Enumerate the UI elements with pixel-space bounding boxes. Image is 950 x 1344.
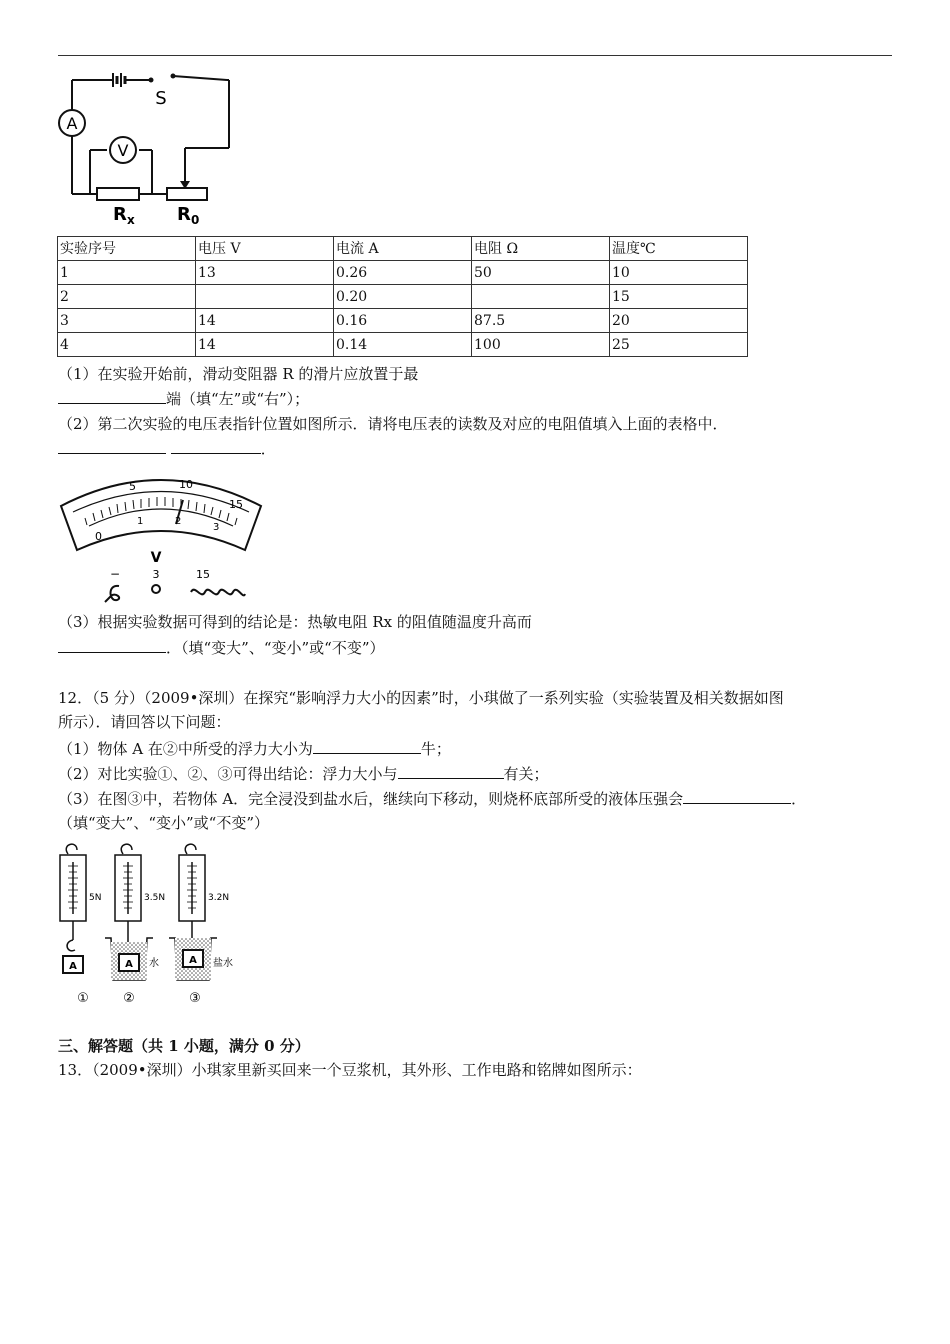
q12-title-cont: 所示）．请回答以下问题： — [58, 713, 231, 731]
table-cell: 0.26 — [334, 261, 472, 285]
scale-reading: 3.5N — [144, 893, 166, 903]
table-row — [58, 285, 748, 309]
block-label: A — [189, 955, 197, 966]
answer-blank — [58, 438, 166, 454]
table-cell: 0.20 — [334, 285, 472, 309]
table-cell: 20 — [610, 309, 748, 333]
table-row — [58, 261, 748, 285]
q11-part1: （1）在实验开始前，滑动变阻器 R 的滑片应放置于最 — [58, 365, 419, 383]
r0-subscript: 0 — [191, 213, 200, 227]
dial-unit: V — [150, 550, 162, 566]
table-header-cell: 电压 V — [196, 237, 334, 261]
table-cell — [196, 285, 334, 309]
answer-blank — [398, 763, 504, 779]
table-cell: 4 — [58, 333, 196, 357]
table-header-cell: 实验序号 — [58, 237, 196, 261]
rx-subscript: x — [127, 213, 135, 227]
circuit-diagram — [55, 68, 245, 228]
header-rule — [58, 55, 892, 56]
table-cell: 0.16 — [334, 309, 472, 333]
terminal-wire-icon — [191, 590, 245, 596]
answer-blank — [313, 738, 421, 754]
terminal-label: − — [109, 567, 121, 581]
figure-caption: ② — [123, 991, 135, 1006]
dial-tick-label: 2 — [175, 516, 182, 527]
table-cell: 14 — [196, 309, 334, 333]
table-header-cell: 电流 A — [334, 237, 472, 261]
scale-reading: 5N — [89, 893, 102, 903]
q12-part3: （3）在图③中，若物体 A．完全浸没到盐水后，继续向下移动，则烧杯底部所受的液体压强会 ． — [58, 790, 807, 808]
q11-part2: （2）第二次实验的电压表指针位置如图所示．请将电压表的读数及对应的电阻值填入上面的表格中． — [58, 415, 728, 433]
table-cell: 0.14 — [334, 333, 472, 357]
table-cell: 50 — [472, 261, 610, 285]
rx-label: R — [113, 204, 127, 225]
answer-blank — [683, 788, 791, 804]
q11-part1-cont: 端（填“左”或“右”）； — [58, 388, 309, 409]
table-header-cell: 电阻 Ω — [472, 237, 610, 261]
r0-label: R — [177, 204, 191, 225]
scale-reading: 3.2N — [208, 893, 230, 903]
block-label: A — [125, 959, 133, 970]
dial-tick-label: 1 — [137, 516, 144, 527]
table-cell: 13 — [196, 261, 334, 285]
figure-caption: ① — [77, 991, 89, 1006]
table-cell: 10 — [610, 261, 748, 285]
table-header-cell: 温度℃ — [610, 237, 748, 261]
table-cell: 25 — [610, 333, 748, 357]
terminal-label: 15 — [196, 568, 210, 581]
answer-blank — [58, 637, 166, 653]
section-heading: 三、解答题（共 1 小题，满分 0 分） — [58, 1037, 310, 1055]
ammeter-symbol: A — [66, 114, 78, 133]
terminal-wire-icon — [105, 586, 119, 602]
q12-part2: （2）对比实验①、②、③可得出结论：浮力大小与 有关； — [58, 765, 549, 783]
dial-tick-label: 3 — [213, 522, 220, 533]
q12-part3-cont: （填“变大”、“变小”或“不变”） — [58, 814, 270, 832]
q12-title: 12．（5 分）（2009•深圳）在探究“影响浮力大小的因素”时，小琪做了一系列实验（实验装置及相关数据如图 — [58, 689, 784, 707]
table-cell: 2 — [58, 285, 196, 309]
table-row — [58, 309, 748, 333]
table-cell: 3 — [58, 309, 196, 333]
experiment-table — [57, 236, 748, 357]
table-cell: 14 — [196, 333, 334, 357]
voltmeter-symbol: V — [117, 141, 129, 160]
table-cell: 87.5 — [472, 309, 610, 333]
table-header-row — [58, 237, 748, 261]
liquid-label: 水 — [149, 958, 159, 969]
dial-tick-label: 10 — [179, 478, 193, 491]
answer-blank — [171, 438, 261, 454]
table-cell: 1 — [58, 261, 196, 285]
table-cell: 15 — [610, 285, 748, 309]
liquid-label: 盐水 — [213, 958, 233, 969]
table-cell — [472, 285, 610, 309]
dial-tick-label: 0 — [95, 530, 102, 543]
q11-part3: （3）根据实验数据可得到的结论是：热敏电阻 Rx 的阻值随温度升高而 — [58, 613, 532, 631]
switch-label: S — [155, 88, 167, 109]
table-cell: 100 — [472, 333, 610, 357]
spring-scale-figure — [55, 840, 255, 1008]
q11-part2-blanks: ． — [58, 438, 276, 459]
block-label: A — [69, 961, 77, 972]
answer-blank — [58, 388, 166, 404]
figure-caption: ③ — [189, 991, 201, 1006]
terminal-label: 3 — [152, 568, 160, 581]
dial-tick-label: 5 — [129, 480, 136, 493]
q13-title: 13．（2009•深圳）小琪家里新买回来一个豆浆机，其外形、工作电路和铭牌如图所示： — [58, 1061, 642, 1079]
q12-part1: （1）物体 A 在②中所受的浮力大小为 牛； — [58, 740, 451, 758]
table-row — [58, 333, 748, 357]
dial-tick-label: 15 — [229, 498, 243, 511]
q11-part3-cont: ．（填“变大”、“变小”或“不变”） — [58, 637, 385, 658]
voltmeter-dial — [55, 468, 270, 613]
